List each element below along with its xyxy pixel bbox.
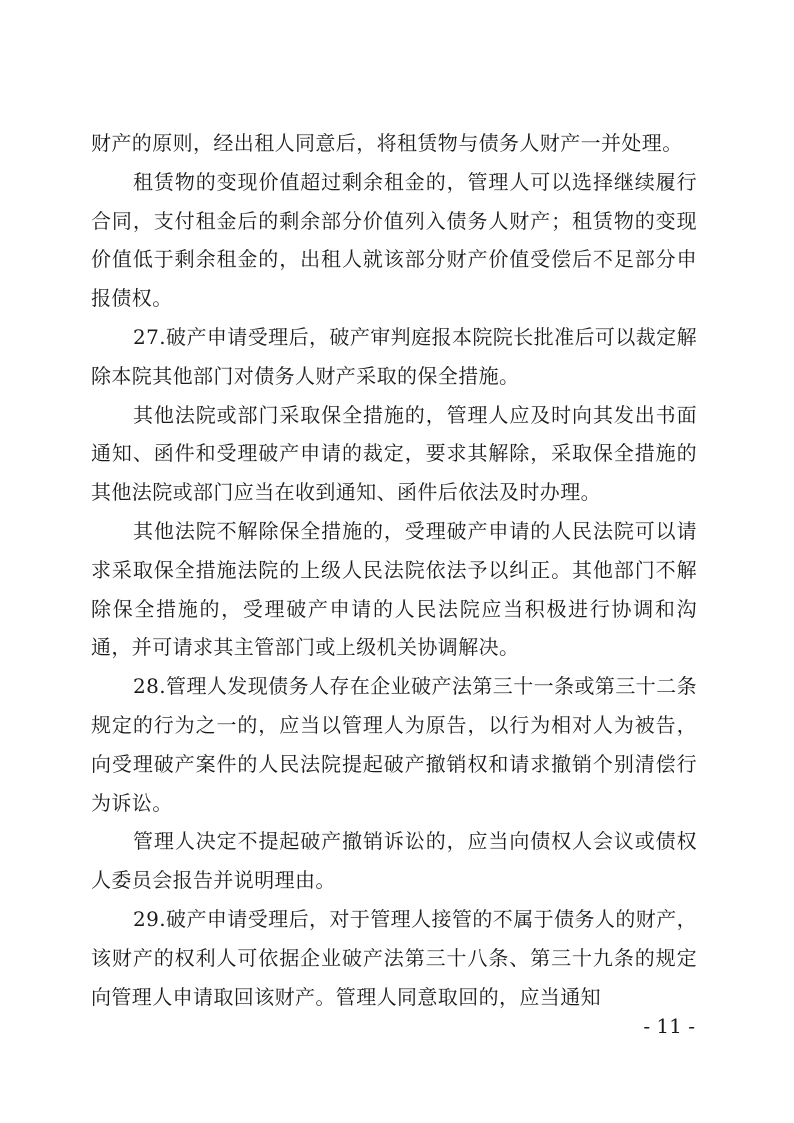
paragraph-other-courts-refuse: 其他法院不解除保全措施的，受理破产申请的人民法院可以请求采取保全措施法院的上级人民法院依法予以纠正。其他部门不解除保全措施的，受理破产申请的人民法院应当积极进行协调和沟通，并可请求其主管部门或上级机关协调解决。 (91, 518, 697, 660)
paragraph-revocation-report: 管理人决定不提起破产撤销诉讼的，应当向债权人会议或债权人委员会报告并说明理由。 (91, 829, 697, 893)
paragraph-article-28: 28.管理人发现债务人存在企业破产法第三十一条或第三十二条规定的行为之一的，应当以管理人为原告，以行为相对人为被告，向受理破产案件的人民法院提起破产撤销权和请求撤销个别清偿行为诉讼。 (91, 674, 697, 815)
paragraph-article-27: 27.破产申请受理后，破产审判庭报本院院长批准后可以裁定解除本院其他部门对债务人财产采取的保全措施。 (91, 324, 697, 388)
document-body (91, 124, 697, 1016)
paragraph-continuation: 财产的原则，经出租人同意后，将租赁物与债务人财产一并处理。 (91, 131, 683, 155)
paragraph-article-29: 29.破产申请受理后，对于管理人接管的不属于债务人的财产，该财产的权利人可依据企业破产法第三十八条、第三十九条的规定向管理人申请取回该财产。管理人同意取回的，应当通知 (91, 906, 697, 1009)
paragraph-lease-value: 租赁物的变现价值超过剩余租金的，管理人可以选择继续履行合同，支付租金后的剩余部分价值列入债务人财产；租赁物的变现价值低于剩余租金的，出租人就该部分财产价值受偿后不足部分申报债权。 (91, 169, 697, 311)
paragraph-other-courts-notice: 其他法院或部门采取保全措施的，管理人应及时向其发出书面通知、函件和受理破产申请的裁定，要求其解除，采取保全措施的其他法院或部门应当在收到通知、函件后依法及时办理。 (91, 402, 697, 505)
page-number: - 11 - (643, 1014, 695, 1038)
